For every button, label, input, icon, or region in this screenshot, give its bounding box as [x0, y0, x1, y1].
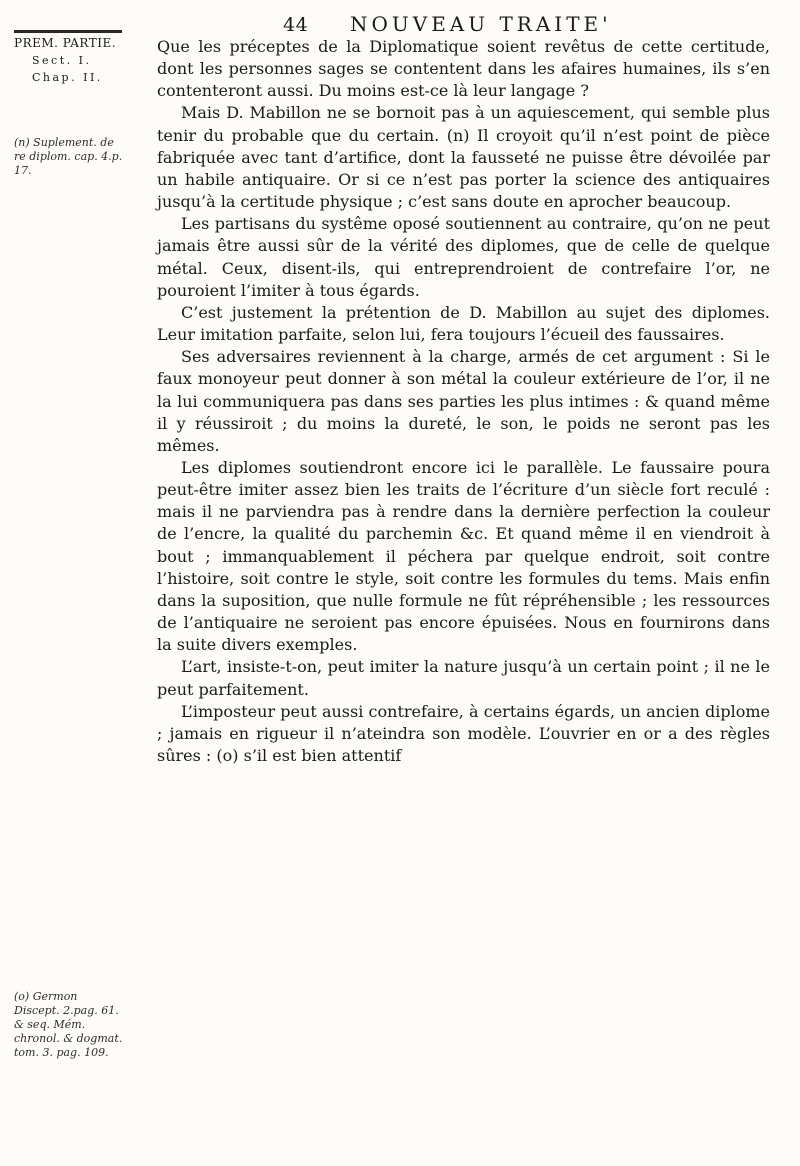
running-title: NOUVEAU TRAITE' [350, 12, 612, 36]
part-label: PREM. PARTIE. [14, 36, 117, 50]
paragraph: L’art, insiste-t-on, peut imiter la nature jusqu’à un certain point ; il ne le peut parfaitement. [157, 657, 770, 699]
paragraph: Mais D. Mabillon ne se bornoit pas à un aquiescement, qui semble plus tenir du probable que du certain. (n) Il croyoit qu’il n’est point de pièce fabriquée avec tant d’artifice, dont la fausseté ne puisse être dévoilée par un habile antiquaire. Or si ce n’est pas porter la science des antiquaires jusqu’à la certitude physique ; c’est sans doute en aprocher beaucoup. [157, 103, 770, 212]
heading-rule [14, 30, 122, 33]
paragraph: Les partisans du systême oposé soutiennent au contraire, qu’on ne peut jamais être aussi sûr de la vérité des diplomes, que de celle de quelque métal. Ceux, disent-ils, qui entreprendroient de contrefaire l’or, ne pouroient l’imiter à tous égards. [157, 214, 770, 300]
section-label: Sect. I. [32, 54, 92, 67]
chapter-label: Chap. II. [32, 71, 103, 84]
page-number: 44 [283, 14, 309, 36]
paragraph: L’imposteur peut aussi contrefaire, à certains égards, un ancien diplome ; jamais en rigueur il n’ateindra son modèle. L’ouvrier en or a des règles sûres : (o) s’il est bien attentif [157, 701, 770, 765]
paragraph: C’est justement la prétention de D. Mabillon au sujet des diplomes. Leur imitation parfaite, selon lui, fera toujours l’écueil des faussaires. [157, 302, 770, 345]
paragraph: Les diplomes soutiendront encore ici le parallèle. Le faussaire poura peut-être imiter assez bien les traits de l’écriture d’un siècle fort reculé : mais il ne parviendra pas à rendre dans la dernière perfection la couleur de l’encre, la qualité du parchemin &c. Et quand même il en viendroit à bout ; immanquablement il péchera par quelque endroit, soit contre l’histoire, soit contre le style, soit contre les formules du tems. Mais enfin dans la suposition, que nulle formule ne fût répréhensible ; les ressources de l’antiquaire ne seroient pas encore épuisées. Nous en fournirons dans la suite divers exemples. [157, 457, 770, 655]
margin-note-n: (n) Suplement. de re diplom. cap. 4.p. 17. [14, 136, 123, 177]
margin-note-o: (o) Germon Discept. 2.pag. 61. & seq. Mém. chronol. & dogmat. tom. 3. pag. 109. [14, 990, 123, 1059]
paragraph: Que les préceptes de la Diplomatique soient revêtus de cette certitude, dont les personnes sages se contentent dans les afaires humaines, ils s’en contenteront aussi. Du moins est-ce là leur langage ? [157, 37, 770, 101]
body-text [157, 36, 770, 767]
paragraph: Ses adversaires reviennent à la charge, armés de cet argument : Si le faux monoyeur peut donner à son métal la couleur extérieure de l’or, il ne la lui communiquera pas dans ses parties les plus intimes : & quand même il y réussiroit ; du moins la dureté, le son, le poids ne seront pas les mêmes. [157, 347, 770, 455]
margin-section-heading [14, 30, 124, 86]
